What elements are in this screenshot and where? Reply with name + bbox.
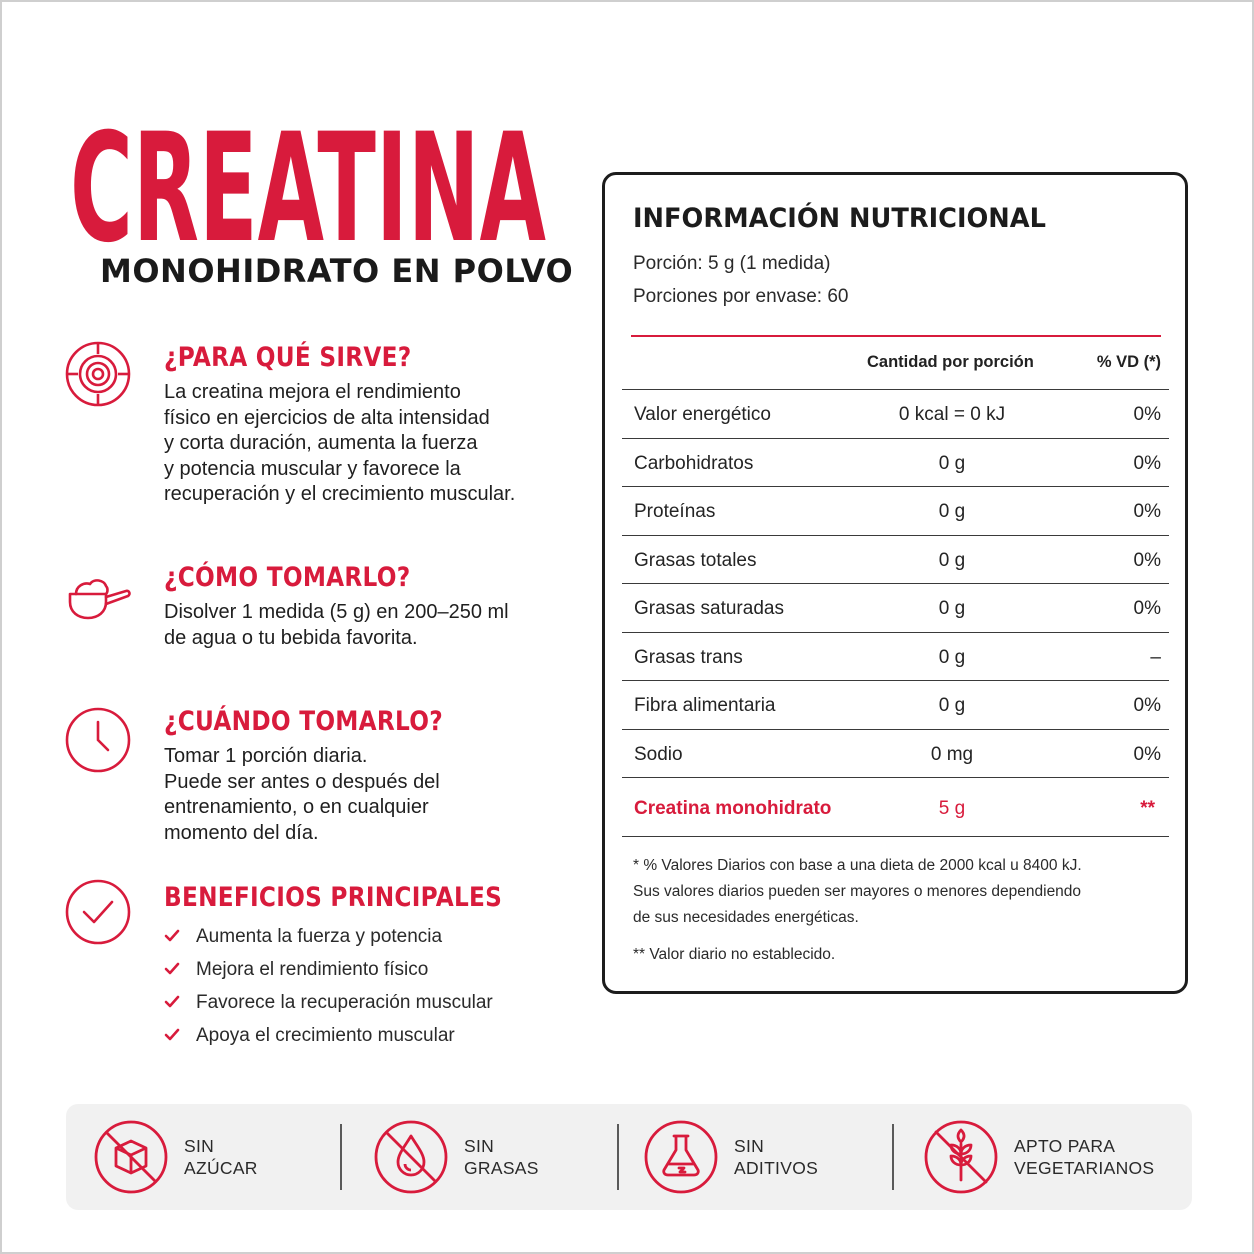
nutrient-amount: 0 g [938, 646, 966, 668]
nutrition-panel [602, 172, 1188, 994]
nutrient-name: Carbohidratos [634, 452, 754, 474]
nutrient-amount: 5 g [938, 798, 966, 819]
nutrient-dv: 0% [1133, 501, 1161, 522]
no-fat-icon [372, 1118, 450, 1196]
nutrient-dv: 0% [1133, 695, 1161, 716]
attributes-bar [66, 1104, 1192, 1210]
section-heading: ¿CÓMO TOMARLO? [164, 562, 411, 593]
serving-size: Porción: 5 g (1 medida) [633, 253, 831, 274]
red-divider [631, 335, 1161, 337]
no-additives-icon [642, 1118, 720, 1196]
section-heading: BENEFICIOS PRINCIPALES [164, 882, 503, 913]
footnote: de sus necesidades energéticas. [633, 909, 859, 926]
target-icon [64, 340, 132, 408]
check-icon [164, 1028, 180, 1042]
table-row-highlight [622, 777, 1169, 837]
nutrient-name: Grasas saturadas [634, 598, 784, 619]
benefits-list [164, 920, 544, 1052]
footnote: ** Valor diario no establecido. [633, 946, 836, 963]
footnote: Sus valores diarios pueden ser mayores o menores dependiendo [633, 883, 1082, 900]
check-icon [164, 929, 180, 943]
section-heading: ¿CUÁNDO TOMARLO? [164, 706, 444, 737]
benefit-label: Aumenta la fuerza y potencia [196, 926, 443, 947]
table-row [622, 632, 1169, 681]
table-row [622, 389, 1169, 438]
no-sugar-icon [92, 1118, 170, 1196]
nutrition-title: INFORMACIÓN NUTRICIONAL [633, 203, 1046, 234]
product-subtitle: MONOHIDRATO EN POLVO [100, 252, 574, 290]
divider [617, 1124, 619, 1190]
vegetarian-icon [922, 1118, 1000, 1196]
table-row [622, 583, 1169, 632]
nutrient-name: Proteínas [634, 501, 716, 522]
benefit-item [164, 986, 544, 1019]
nutrient-name: Valor energético [634, 404, 771, 425]
table-row [622, 438, 1169, 487]
benefit-label: Apoya el crecimiento muscular [196, 1025, 455, 1046]
nutrient-name: Sodio [634, 743, 683, 765]
nutrition-table [622, 389, 1169, 837]
nutrient-amount: 0 g [938, 501, 966, 522]
nutrient-dv: 0% [1133, 452, 1161, 474]
section-text: Disolver 1 medida (5 g) en 200–250 ml de agua o tu bebida favorita. [164, 601, 509, 649]
nutrient-dv: – [1150, 646, 1161, 668]
nutrient-amount: 0 g [938, 695, 966, 716]
nutrient-dv: 0% [1133, 404, 1161, 425]
servings-per-container: Porciones por envase: 60 [633, 286, 849, 307]
product-title [70, 72, 550, 252]
table-row [622, 486, 1169, 535]
section-heading: ¿PARA QUÉ SIRVE? [164, 342, 412, 373]
nutrient-dv: 0% [1133, 743, 1161, 765]
product-title-text: CREATINA [70, 102, 546, 252]
check-icon [164, 962, 180, 976]
footnote: * % Valores Diarios con base a una dieta de 2000 kcal u 8400 kJ. [633, 857, 1082, 874]
nutrient-amount: 0 g [938, 598, 966, 619]
divider [892, 1124, 894, 1190]
nutrient-name: Grasas trans [634, 646, 743, 668]
table-row [622, 729, 1169, 778]
nutrient-name: Creatina monohidrato [634, 798, 832, 819]
section-text: La creatina mejora el rendimiento físico en ejercicios de alta intensidad y corta duración, aumenta la fuerza y potencia muscular y favorece la recuperación y el crecimiento muscular. [164, 381, 516, 505]
section-text: Tomar 1 porción diaria. Puede ser antes o después del entrenamiento, o en cualquier momento del día. [164, 745, 440, 844]
nutrient-amount: 0 mg [930, 743, 974, 765]
benefit-item [164, 1019, 544, 1052]
clock-icon [64, 706, 132, 774]
nutrient-dv: 0% [1133, 549, 1161, 571]
badge-label: SIN GRASAS [464, 1136, 539, 1178]
badge-label: APTO PARA VEGETARIANOS [1014, 1136, 1155, 1178]
column-header-dv: % VD (*) [1096, 353, 1161, 371]
nutrient-name: Fibra alimentaria [634, 695, 776, 716]
nutrient-amount: 0 g [938, 549, 966, 571]
nutrient-dv: 0% [1133, 598, 1161, 619]
benefit-item [164, 920, 544, 953]
column-header-amount: Cantidad por porción [867, 353, 1034, 371]
nutrient-name: Grasas totales [634, 549, 757, 571]
table-row [622, 680, 1169, 729]
table-row [622, 535, 1169, 584]
nutrient-amount: 0 g [938, 452, 966, 474]
badge-label: SIN AZÚCAR [184, 1136, 258, 1178]
scoop-icon [64, 564, 132, 632]
nutrient-amount: 0 kcal = 0 kJ [898, 404, 1006, 425]
badge-label: SIN ADITIVOS [734, 1136, 819, 1178]
benefit-label: Favorece la recuperación muscular [196, 992, 493, 1013]
divider [340, 1124, 342, 1190]
check-circle-icon [64, 878, 132, 946]
benefit-item [164, 953, 544, 986]
benefit-label: Mejora el rendimiento físico [196, 959, 429, 980]
nutrient-dv: ** [1140, 798, 1155, 819]
check-icon [164, 995, 180, 1009]
